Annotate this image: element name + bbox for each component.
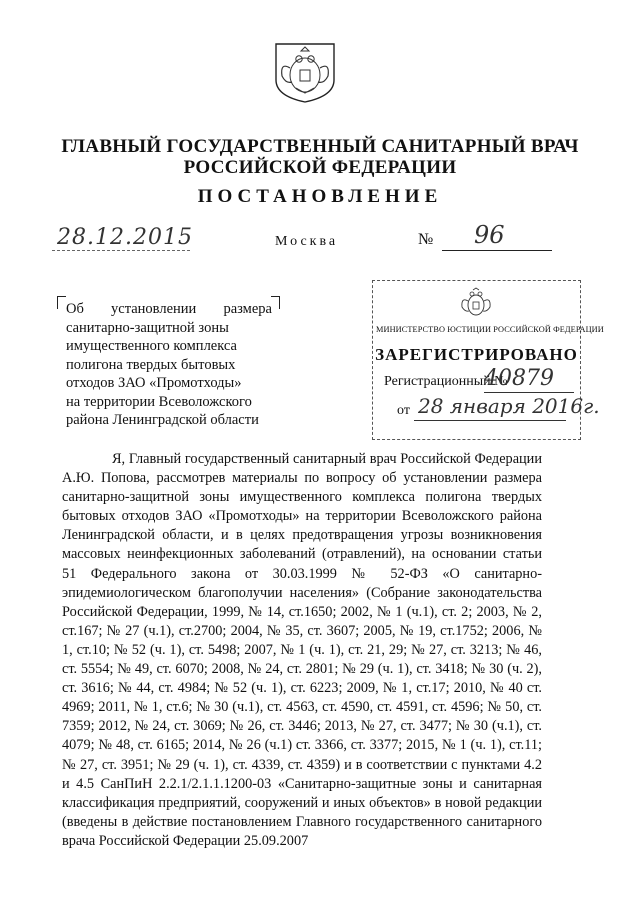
document-date: 28.12.2015 <box>57 225 193 250</box>
subject-line: санитарно-защитной зоны <box>66 319 229 336</box>
stamp-date-underline <box>414 420 566 421</box>
subject-bracket-right <box>271 296 280 309</box>
stamp-reg-underline <box>484 392 574 393</box>
stamp-registered: ЗАРЕГИСТРИРОВАНО <box>375 345 578 364</box>
subject-line: имущественного комплекса <box>66 338 237 354</box>
document-type: ПОСТАНОВЛЕНИЕ <box>197 186 443 207</box>
subject-bracket-left <box>57 296 66 309</box>
subject-line: на территории Всеволожского <box>66 393 252 410</box>
date-underline <box>52 250 190 251</box>
stamp-ministry: МИНИСТЕРСТВО ЮСТИЦИИ РОССИЙСКОЙ ФЕДЕРАЦИИ <box>376 325 604 334</box>
subject-line: района Ленинградской области <box>66 412 259 428</box>
stamp-from-label: от <box>397 403 410 418</box>
stamp-reg-number: 40879 <box>484 366 554 391</box>
subject-word: установлении <box>111 301 197 317</box>
subject-word: размера <box>223 301 272 317</box>
document-body <box>62 450 542 851</box>
document-city: Москва <box>275 234 339 249</box>
subject-line: отходов ЗАО «Промотходы» <box>66 375 242 391</box>
subject-line-1 <box>66 300 272 319</box>
number-label: № <box>418 231 434 248</box>
subject-word: Об <box>66 301 84 317</box>
body-paragraph: Я, Главный государственный санитарный врач Российской Федерации А.Ю. Попова, рассмотрев материалы по вопросу об установлении размера санитарно-защитной зоны имущественного комплекса полигона твердых бытовых отходов ЗАО «Промотходы» на территории Всеволожского района Ленинградской области, и в целях предотвращения угрозы возникновения массовых неинфекционных заболеваний (отравлений), на основании статьи 51 Федерального закона от 30.03.1999 № 52-ФЗ «О санитарно-эпидемиологическом благополучии населения» (Собрание законодательства Российской Федерации, 1999, № 14, ст.1650; 2002, № 1 (ч.1), ст. 2; 2003, № 2, ст.167; № 27 (ч.1), ст.2700; 2004, № 35, ст. 3607; 2005, № 19, ст.1752; 2006, № 1, ст.10; № 52 (ч. 1), ст. 5498; 2007, № 1 (ч. 1), ст. 21, 29; № 27, ст. 3213; № 46, ст. 5554; № 49, ст. 6070; 2008, № 24, ст. 2801; № 29 (ч. 1), ст. 3418; № 30 (ч. 2), ст. 3616; № 44, ст. 4984; № 52 (ч. 1), ст. 6223; 2009, № 1, ст.17; 2010, № 40 ст. 4969; 2011, № 1, ст.6; № 30 (ч.1), ст. 4563, ст. 4590, ст. 4591, ст. 4596; № 50, ст. 7359; 2012, № 24, ст. 3069; № 26, ст. 3446; 2013, № 27, ст. 3477; № 30 (ч.1), ст. 4079; № 48, ст. 6165; 2014, № 26 (ч.1) ст. 3366, ст. 3377; 2015, № 1 (ч. 1), ст.11; № 27, ст. 3951; № 29 (ч. 1), ст. 4339, ст. 4359) и в соответствии с пунктами 4.2 и 4.5 СанПиН 2.2.1/2.1.1.1200-03 «Санитарно-защитные зоны и санитарная классификация предприятий, сооружений и иных объектов» в новой редакции (введены в действие постановлением Главного государственного санитарного врача Российской Федерации 25.09.2007 <box>62 451 542 849</box>
document-number: 96 <box>474 221 505 249</box>
subject-line: полигона твердых бытовых <box>66 356 236 373</box>
stamp-reg-date: 28 января 2016г. <box>418 394 600 418</box>
organization-title-line2: РОССИЙСКОЙ ФЕДЕРАЦИИ <box>183 157 457 178</box>
document-subject <box>66 300 272 430</box>
organization-title-line1: ГЛАВНЫЙ ГОСУДАРСТВЕННЫЙ САНИТАРНЫЙ ВРАЧ <box>61 136 579 157</box>
coat-of-arms-icon <box>270 40 340 104</box>
number-underline <box>442 250 552 251</box>
stamp-coat-of-arms-icon <box>458 287 494 321</box>
stamp-reg-label: Регистрационный № <box>384 374 508 389</box>
